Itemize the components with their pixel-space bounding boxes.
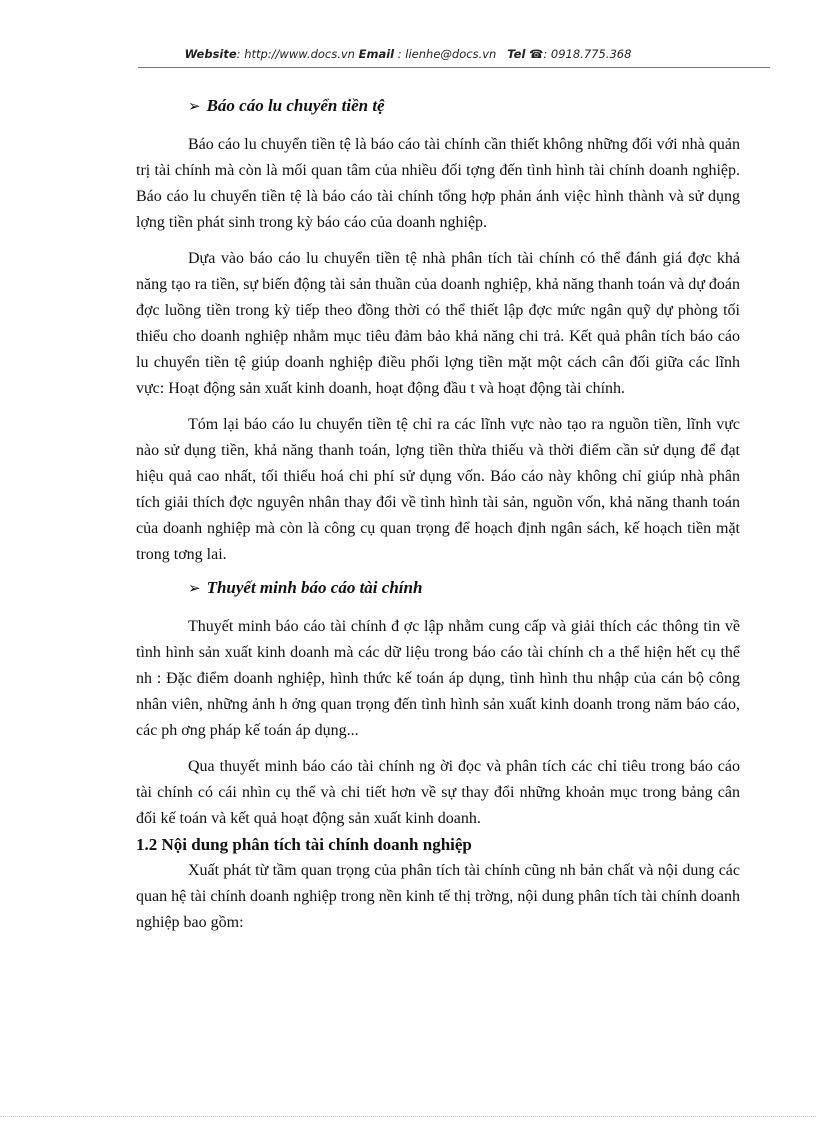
email-label: Email bbox=[358, 47, 395, 61]
page-header bbox=[0, 47, 816, 61]
document-body bbox=[136, 96, 740, 946]
website-value: : http://www.docs.vn bbox=[236, 47, 355, 61]
phone-icon: ☎ bbox=[529, 47, 544, 61]
paragraph: Tóm lại báo cáo lu chuyển tiền tệ chỉ ra các lĩnh vực nào tạo ra nguồn tiền, lĩnh vực nào sử dụng tiền, khả năng thanh toán, lợng tiền thừa thiếu và thời điểm cần sử dụng để đạt hiệu quả cao nhất, tối thiểu hoá chi phí sử dụng vốn. Báo cáo này không chỉ giúp nhà phân tích giải thích đợc nguyên nhân thay đổi về tình hình tài sản, nguồn vốn, khả năng thanh toán của doanh nghiệp mà còn là công cụ quan trọng để hoạch định ngân sách, kế hoạch tiền mặt trong tơng lai. bbox=[136, 416, 740, 563]
paragraph: Thuyết minh báo cáo tài chính đ ợc lập nhằm cung cấp và giải thích các thông tin về tình hình sản xuất kinh doanh mà các dữ liệu trong báo cáo tài chính ch a thể hiện hết cụ thể nh : Đặc điểm doanh nghiệp, hình thức kế toán áp dụng, tình hình thu nhập của cán bộ công nhân viên, những ảnh h ởng quan trọng đến tình hình sản xuất kinh doanh trong năm báo cáo, các ph ơng pháp kế toán áp dụng... bbox=[136, 618, 740, 739]
footer-dotted-rule bbox=[0, 1116, 816, 1117]
website-label: Website bbox=[184, 47, 237, 61]
bullet-heading-notes bbox=[188, 578, 740, 598]
paragraph: Xuất phát từ tầm quan trọng của phân tích tài chính cũng nh bản chất và nội dung các quan hệ tài chính doanh nghiệp trong nền kinh tế thị trờng, nội dung phân tích tài chính doanh nghiệp bao gồm: bbox=[136, 862, 740, 931]
tel-value: : 0918.775.368 bbox=[543, 47, 632, 61]
arrow-bullet-icon: ➢ bbox=[188, 579, 201, 597]
email-value: : lienhe@docs.vn bbox=[397, 47, 497, 61]
paragraph: Qua thuyết minh báo cáo tài chính ng ời đọc và phân tích các chỉ tiêu trong báo cáo tài chính có cái nhìn cụ thể và chi tiết hơn về sự thay đổi những khoản mục trong bảng cân đối kế toán và kết quả hoạt động sản xuất kinh doanh. bbox=[136, 758, 740, 827]
bullet-heading-cash-flow bbox=[188, 96, 740, 116]
header-divider bbox=[138, 67, 770, 68]
tel-label: Tel bbox=[507, 47, 526, 61]
heading-text: Báo cáo lu chuyển tiền tệ bbox=[206, 96, 385, 115]
heading-text: Thuyết minh báo cáo tài chính bbox=[206, 578, 423, 597]
paragraph: Báo cáo lu chuyển tiền tệ là báo cáo tài chính cần thiết không những đối với nhà quản trị tài chính mà còn là mối quan tâm của nhiều đối tợng đến tình hình tài chính doanh nghiệp. Báo cáo lu chuyển tiền tệ là báo cáo tài chính tổng hợp phản ánh việc hình thành và sử dụng lợng tiền phát sinh trong kỳ báo cáo của doanh nghiệp. bbox=[136, 136, 740, 231]
section-heading-1-2: 1.2 Nội dung phân tích tài chính doanh nghiệp bbox=[136, 835, 472, 854]
arrow-bullet-icon: ➢ bbox=[188, 97, 201, 115]
paragraph: Dựa vào báo cáo lu chuyển tiền tệ nhà phân tích tài chính có thể đánh giá đợc khả năng tạo ra tiền, sự biến động tài sản thuần của doanh nghiệp, khả năng thanh toán và dự đoán đợc luồng tiền trong kỳ tiếp theo đồng thời có thể thiết lập đợc mức ngân quỹ dự phòng tối thiểu cho doanh nghiệp nhằm mục tiêu đảm bảo khả năng chi trả. Kết quả phân tích báo cáo lu chuyển tiền tệ giúp doanh nghiệp điều phối lợng tiền mặt một cách cân đối giữa các lĩnh vực: Hoạt động sản xuất kinh doanh, hoạt động đầu t và hoạt động tài chính. bbox=[136, 250, 740, 397]
